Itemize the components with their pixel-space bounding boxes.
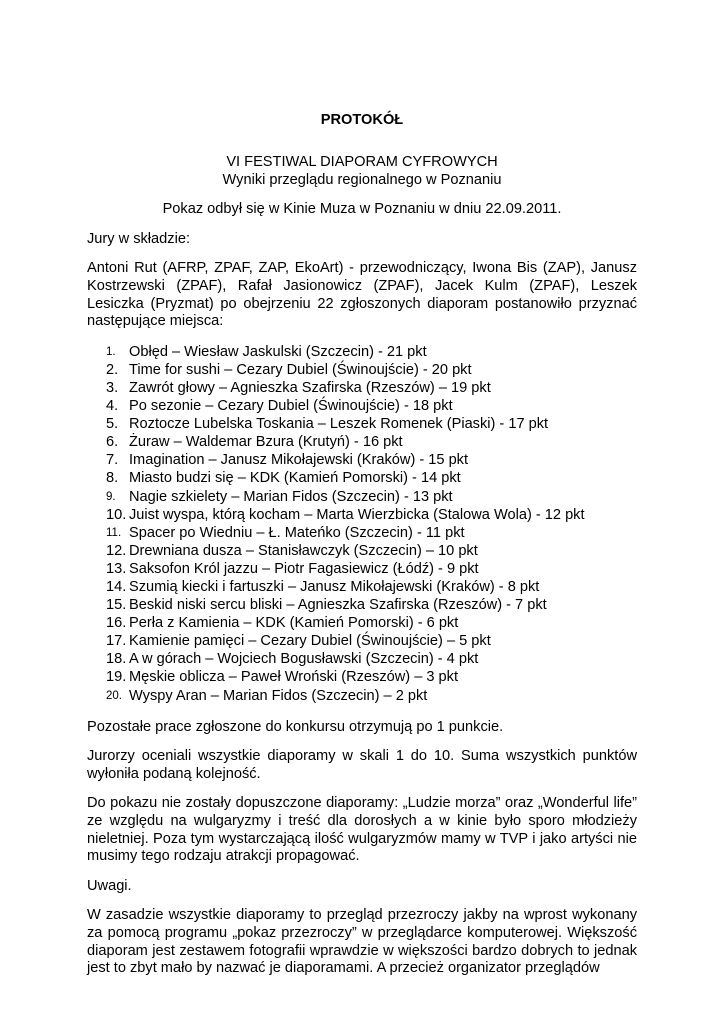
list-item-text: Męskie oblicza – Paweł Wroński (Rzeszów) – 3 pkt <box>129 669 459 686</box>
list-item-number: 18. <box>106 651 127 668</box>
list-item-text: A w górach – Wojciech Bogusławski (Szczecin) - 4 pkt <box>129 651 479 668</box>
list-item-number: 10. <box>106 506 127 523</box>
list-item-text: Zawrót głowy – Agnieszka Szafirska (Rzeszów) – 19 pkt <box>129 379 491 396</box>
list-item-number: 2. <box>106 361 119 378</box>
list-item <box>87 687 637 705</box>
list-item <box>87 560 637 578</box>
list-item-text: Szumią kiecki i fartuszki – Janusz Mikołajewski (Kraków) - 8 pkt <box>129 578 540 595</box>
list-item <box>87 650 637 668</box>
list-item-text: Wyspy Aran – Marian Fidos (Szczecin) – 2 pkt <box>129 687 428 704</box>
list-item <box>87 578 637 596</box>
list-item-text: Miasto budzi się – KDK (Kamień Pomorski) - 14 pkt <box>129 470 461 487</box>
list-item-number: 3. <box>106 379 119 396</box>
list-item <box>87 614 637 632</box>
list-item-text: Kamienie pamięci – Cezary Dubiel (Świnoujście) – 5 pkt <box>129 633 491 650</box>
list-item-number: 11. <box>106 526 122 539</box>
list-item-number: 19. <box>106 669 127 686</box>
list-item-text: Żuraw – Waldemar Bzura (Krutyń) - 16 pkt <box>129 434 403 451</box>
list-item-text: Obłęd – Wiesław Jaskulski (Szczecin) - 21 pkt <box>129 343 427 360</box>
list-item-text: Beskid niski sercu bliski – Agnieszka Szafirska (Rzeszów) - 7 pkt <box>129 597 547 614</box>
list-item-number: 4. <box>106 398 119 415</box>
list-item-number: 7. <box>106 452 119 469</box>
list-item <box>87 451 637 469</box>
list-item <box>87 433 637 451</box>
list-item-number: 6. <box>106 434 119 451</box>
list-item <box>87 632 637 650</box>
exclusion-note: Do pokazu nie zostały dopuszczone diaporamy: „Ludzie morza” oraz „Wonderful life” ze względu na wulgaryzmy i treść dla dorosłych a w kinie było sporo młodzieży nieletniej. Poza tym wystarczającą ilość wulgaryzmów mamy w TVP i jako artyści nie musimy tego rodzaju atrakcji propagować. <box>87 795 637 865</box>
list-item-number: 5. <box>106 416 119 433</box>
list-item-number: 1. <box>106 345 116 358</box>
festival-name: VI FESTIWAL DIAPORAM CYFROWYCH <box>226 154 498 170</box>
list-item <box>87 397 637 415</box>
list-item-text: Time for sushi – Cezary Dubiel (Świnoujście) - 20 pkt <box>129 361 472 378</box>
scoring-note: Jurorzy oceniali wszystkie diaporamy w skali 1 do 10. Suma wszystkich punktów wyłoniła podaną kolejność. <box>87 748 637 782</box>
remaining-note: Pozostałe prace zgłoszone do konkursu otrzymują po 1 punkcie. <box>87 718 504 735</box>
list-item <box>87 469 637 487</box>
list-item-text: Roztocze Lubelska Toskania – Leszek Romenek (Piaski) - 17 pkt <box>129 416 549 433</box>
jury-paragraph: Antoni Rut (AFRP, ZPAF, ZAP, EkoArt) - przewodniczący, Iwona Bis (ZAP), Janusz Kostrzewski (ZPAF), Rafał Jasionowicz (ZPAF), Jacek Kulm (ZPAF), Leszek Lesiczka (Pryzmat) po obejrzeniu 22 zgłoszonych diaporam postanowiło przyznać następujące miejsca: <box>87 260 637 330</box>
list-item-text: Po sezonie – Cezary Dubiel (Świnoujście) - 18 pkt <box>129 398 453 415</box>
list-item-text: Imagination – Janusz Mikołajewski (Kraków) - 15 pkt <box>129 452 469 469</box>
list-item <box>87 506 637 524</box>
list-item-text: Juist wyspa, którą kocham – Marta Wierzbicka (Stalowa Wola) - 12 pkt <box>129 506 585 523</box>
remarks-heading: Uwagi. <box>87 877 132 894</box>
list-item-text: Drewniana dusza – Stanisławczyk (Szczecin) – 10 pkt <box>129 542 478 559</box>
document-title: PROTOKÓŁ <box>320 112 404 128</box>
list-item <box>87 596 637 614</box>
list-item-number: 14. <box>106 578 127 595</box>
remarks-paragraph: W zasadzie wszystkie diaporamy to przegląd przezroczy jakby na wprost wykonany za pomocą programu „pokaz przezroczy” w przeglądarce komputerowej. Większość diaporam jest zestawem fotografii wprawdzie w większości bardzo dobrych to jednak jest to zbyt mało by nazwać je diaporamami. A przecież organizator przeglądów <box>87 907 637 977</box>
list-item-number: 17. <box>106 633 127 650</box>
list-item <box>87 379 637 397</box>
list-item-number: 15. <box>106 597 127 614</box>
list-item-number: 13. <box>106 560 127 577</box>
event-info: Pokaz odbył się w Kinie Muza w Poznaniu w dniu 22.09.2011. <box>162 201 562 218</box>
list-item-number: 9. <box>106 490 116 503</box>
list-item-number: 8. <box>106 470 119 487</box>
list-item-number: 20. <box>106 689 122 702</box>
jury-heading: Jury w składzie: <box>87 230 190 247</box>
list-item <box>87 524 637 542</box>
list-item <box>87 668 637 686</box>
list-item-number: 16. <box>106 615 127 632</box>
list-item <box>87 343 637 361</box>
list-item <box>87 361 637 379</box>
list-item-text: Saksofon Król jazzu – Piotr Fagasiewicz (Łódź) - 9 pkt <box>129 560 479 577</box>
list-item <box>87 415 637 433</box>
list-item-text: Spacer po Wiedniu – Ł. Mateńko (Szczecin) - 11 pkt <box>129 524 465 541</box>
document-subtitle: Wyniki przeglądu regionalnego w Poznaniu <box>222 171 502 188</box>
list-item <box>87 488 637 506</box>
list-item <box>87 542 637 560</box>
results-list <box>87 343 637 705</box>
list-item-number: 12. <box>106 542 127 559</box>
list-item-text: Nagie szkielety – Marian Fidos (Szczecin) - 13 pkt <box>129 488 453 505</box>
list-item-text: Perła z Kamienia – KDK (Kamień Pomorski) - 6 pkt <box>129 615 459 632</box>
document-body <box>87 112 637 978</box>
